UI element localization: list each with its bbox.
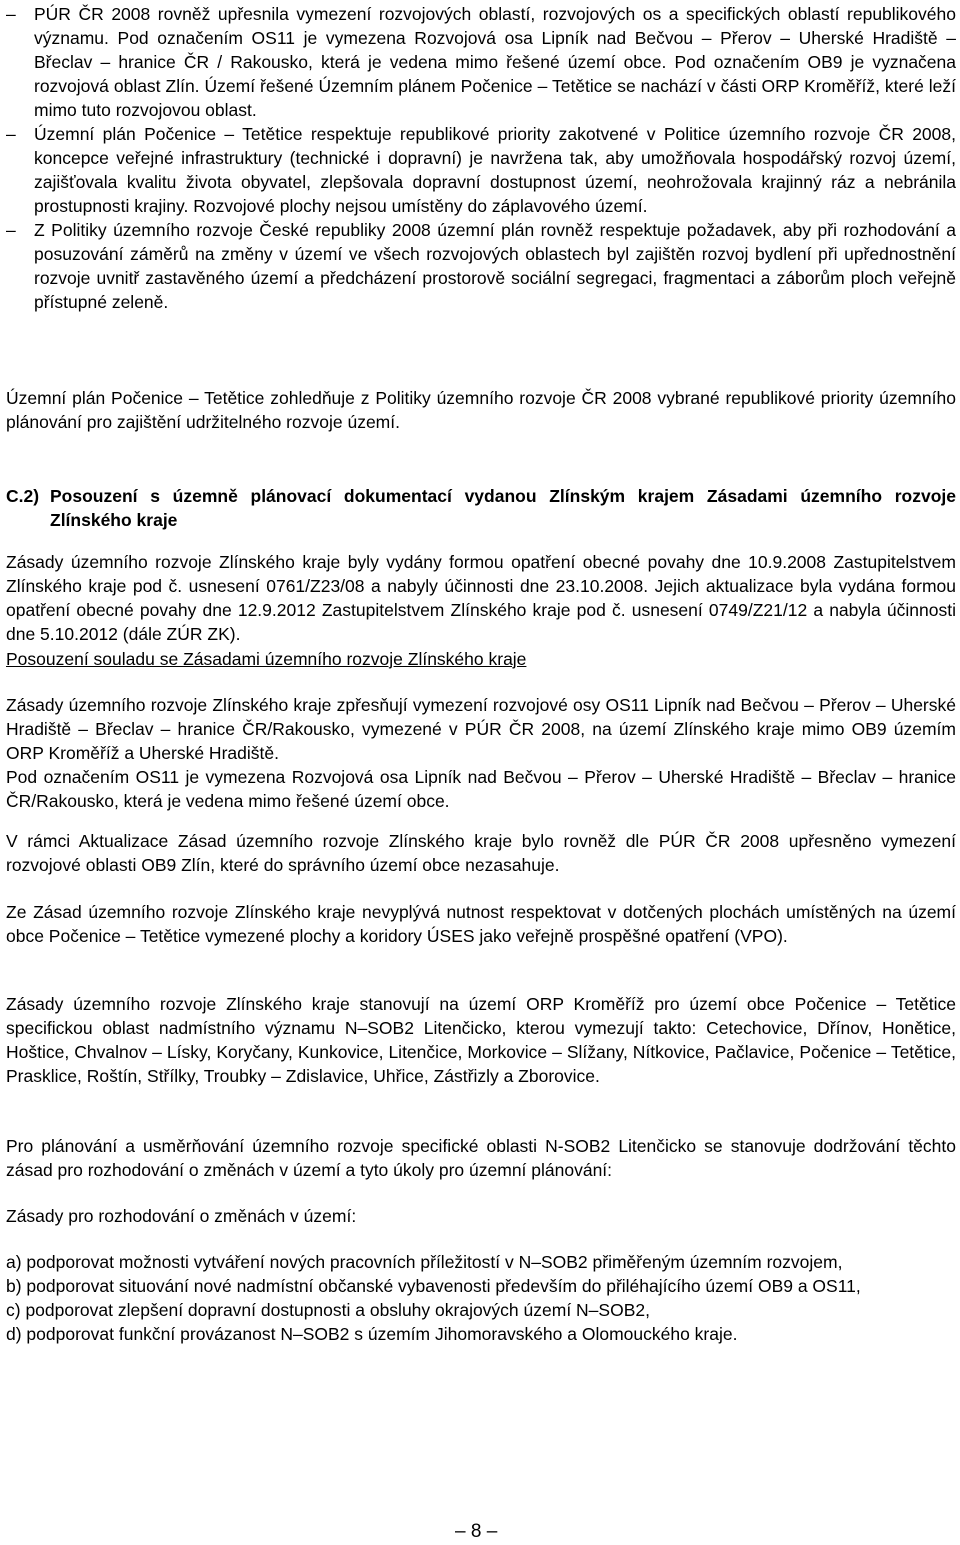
paragraph-uses: Ze Zásad územního rozvoje Zlínského kraje nevyplývá nutnost respektovat v dotčených plochách umístěných na území obce Počenice – Tetětice vymezené plochy a koridory ÚSES jako veřejně prospěšné opatření (VPO).: [6, 902, 956, 946]
section-number: C.2): [6, 486, 40, 506]
paragraph-os11: Zásady územního rozvoje Zlínského kraje zpřesňují vymezení rozvojové osy OS11 Lipník nad Bečvou – Přerov – Uherské Hradiště – Břeclav – hranice ČR/Rakousko, vymezené v PÚR ČR 2008, na území Zlínského kraje mimo OB9 územím ORP Kroměříž a Uherské Hradiště.: [6, 695, 956, 763]
list-item: – Územní plán Počenice – Tetětice respektuje republikové priority zakotvené v Politice územního rozvoje ČR 2008, koncepce veřejné infrastruktury (technické i dopravní) je navržena tak, aby umožňovala hospodářský rozvoj území, zajišťovala kvalitu života obyvatel, zlepšovala dopravní dostupnost území, neohrožovala krajinný ráz a nebránila prostupnosti krajiny. Rozvojové plochy nejsou umístěny do záplavového území.: [6, 122, 956, 218]
paragraph-sob2: Zásady územního rozvoje Zlínského kraje stanovují na území ORP Kroměříž pro území obce Počenice – Tetětice specifickou oblast nadmístního významu N–SOB2 Litenčicko, kterou vymezují takto: Cetechovice, Dřínov, Honětice, Hoštice, Chvalnov – Lísky, Koryčany, Kunkovice, Litenčice, Morkovice – Slížany, Nítkovice, Pačlavice, Počenice – Tetětice, Prasklice, Roštín, Střílky, Troubky – Zdislavice, Uhřice, Zástřizly a Zborovice.: [6, 994, 956, 1086]
section-heading: [6, 484, 956, 532]
page-number: – 8 –: [455, 1521, 498, 1542]
intro-dash-list: [6, 2, 956, 314]
list-item: b) podporovat situování nové nadmístní občanské vybavenosti především do přiléhajícího území OB9 a OS11,: [6, 1276, 861, 1296]
subsection-heading: Posouzení souladu se Zásadami územního rozvoje Zlínského kraje: [6, 649, 527, 669]
section-title: Posouzení s územně plánovací dokumentací vydanou Zlínským krajem Zásadami územního rozvoje Zlínského kraje: [50, 486, 956, 530]
list-item: d) podporovat funkční provázanost N–SOB2 s územím Jihomoravského a Olomouckého kraje.: [6, 1324, 738, 1344]
list-item: a) podporovat možnosti vytváření nových pracovních příležitostí v N–SOB2 přiměřeným územním rozvojem,: [6, 1252, 843, 1272]
principles-list: [6, 1250, 956, 1346]
paragraph-principles: Zásady pro rozhodování o změnách v území:: [6, 1206, 357, 1226]
paragraph-os11-continued: Pod označením OS11 je vymezena Rozvojová osa Lipník nad Bečvou – Přerov – Uherské Hradiště – Břeclav – hranice ČR/Rakousko, která je vedena mimo řešené území obce.: [6, 767, 956, 811]
list-item: – PÚR ČR 2008 rovněž upřesnila vymezení rozvojových oblastí, rozvojových os a specifických oblastí republikového významu. Pod označením OS11 je vymezena Rozvojová osa Lipník nad Bečvou – Přerov – Uherské Hradiště – Břeclav – hranice ČR / Rakousko, která je vedena mimo řešené území obce. Pod označením OB9 je vyznačena rozvojová oblast Zlín. Území řešené Územním plánem Počenice – Tetětice se nachází v části ORP Kroměříž, které leží mimo tuto rozvojovou oblast.: [6, 2, 956, 122]
list-item: c) podporovat zlepšení dopravní dostupnosti a obsluhy okrajových území N–SOB2,: [6, 1300, 650, 1320]
list-item: – Z Politiky územního rozvoje České republiky 2008 územní plán rovněž respektuje požadavek, aby při rozhodování a posuzování záměrů na změny v území ve všech rozvojových oblastech byl zajištěn rozvoj bydlení při upřednostnění rozvoje uvnitř zastavěného území a předcházení prostorově sociální segregaci, fragmentaci a záborům ploch veřejně přístupné zeleně.: [6, 218, 956, 314]
paragraph-ob9: V rámci Aktualizace Zásad územního rozvoje Zlínského kraje bylo rovněž dle PÚR ČR 2008 upřesněno vymezení rozvojové oblasti OB9 Zlín, které do správního území obce nezasahuje.: [6, 831, 956, 875]
paragraph-planning: Pro plánování a usměrňování územního rozvoje specifické oblasti N-SOB2 Litenčicko se stanovuje dodržování těchto zásad pro rozhodování o změnách v území a tyto úkoly pro územní plánování:: [6, 1136, 956, 1180]
paragraph-zur: Zásady územního rozvoje Zlínského kraje byly vydány formou opatření obecné povahy dne 10.9.2008 Zastupitelstvem Zlínského kraje pod č. usnesení 0761/Z23/08 a nabyly účinnosti dne 23.10.2008. Jejich aktualizace byla vydána formou opatření obecné povahy dne 12.9.2012 Zastupitelstvem Zlínského kraje pod č. usnesení 0749/Z21/12 a nabyla účinnosti dne 5.10.2012 (dále ZÚR ZK).: [6, 552, 956, 644]
paragraph-priorities: Územní plán Počenice – Tetětice zohledňuje z Politiky územního rozvoje ČR 2008 vybrané republikové priority územního plánování pro zajištění udržitelného rozvoje území.: [6, 388, 956, 432]
